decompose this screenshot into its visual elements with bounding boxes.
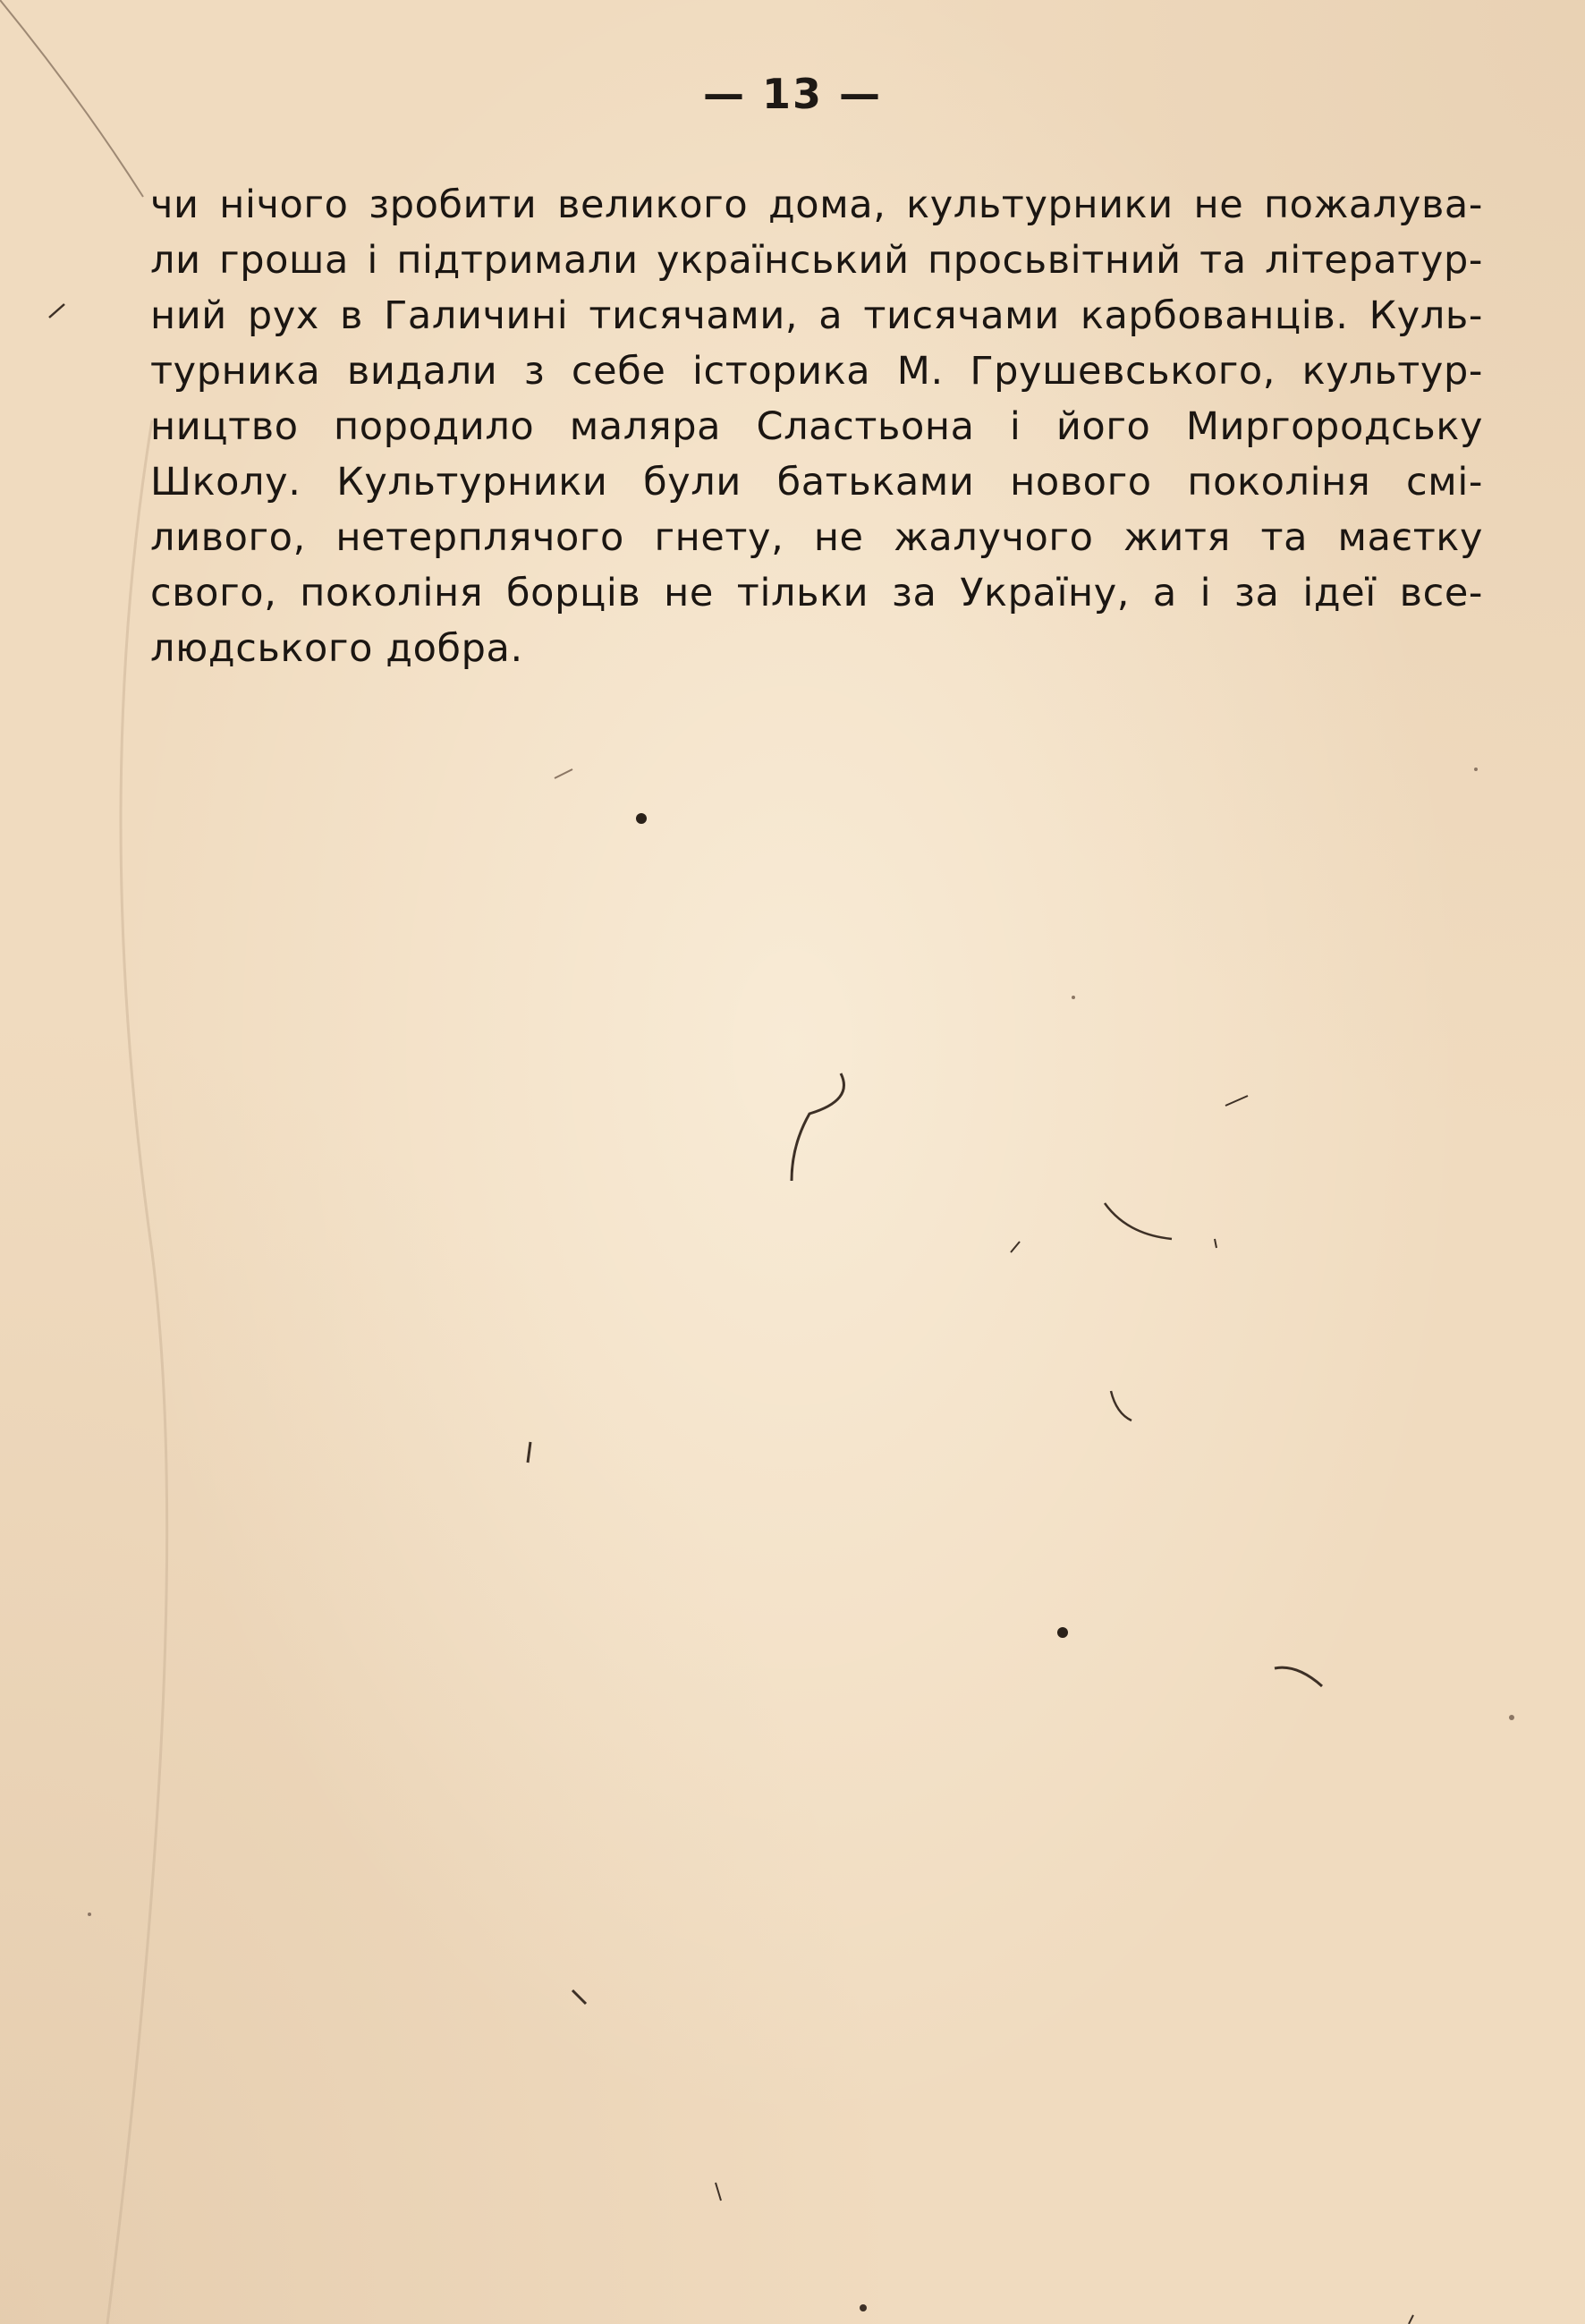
page-curve-crease — [107, 420, 167, 2324]
page-number: — 13 — — [702, 70, 883, 118]
fiber-mark — [1225, 1096, 1248, 1106]
fiber-mark — [1409, 2315, 1413, 2324]
fiber-mark — [572, 1990, 586, 2004]
fiber-mark — [49, 304, 64, 318]
fiber-mark — [1011, 1242, 1020, 1252]
fiber-mark — [1111, 1391, 1132, 1421]
dust-speck — [1072, 996, 1075, 999]
text-line: турника видали з себе історика М. Грушевського, культур- — [150, 349, 1483, 394]
text-line: свого, поколіня борців не тільки за Україну, а і за ідеї все- — [150, 571, 1483, 615]
dust-speck — [1474, 768, 1478, 771]
text-line: Школу. Культурники були батьками нового поколіня смі- — [150, 460, 1483, 505]
dust-speck — [860, 2304, 867, 2311]
fiber-mark — [792, 1073, 843, 1181]
text-line: ли гроша і підтримали український просьвітний та літератур- — [150, 238, 1483, 283]
dust-speck — [1509, 1715, 1514, 1720]
text-line: людського добра. — [150, 626, 523, 671]
fiber-mark — [716, 2183, 721, 2201]
ink-speck — [1057, 1627, 1068, 1638]
text-line: чи нічого зробити великого дома, культурники не пожалува- — [150, 182, 1483, 227]
fiber-mark — [1105, 1203, 1172, 1239]
text-line: ливого, нетерплячого гнету, не жалучого житя та маєтку — [150, 515, 1483, 560]
fiber-mark — [1275, 1667, 1322, 1686]
text-line: ництво породило маляра Сластьона і його Миргородську — [150, 404, 1483, 449]
fiber-mark — [1215, 1239, 1216, 1248]
body-paragraph — [150, 177, 1483, 676]
ink-speck — [636, 813, 647, 824]
fiber-mark — [555, 769, 572, 778]
dust-speck — [88, 1913, 91, 1916]
text-line: ний рух в Галичині тисячами, а тисячами карбованців. Куль- — [150, 293, 1483, 338]
fiber-mark — [528, 1442, 530, 1463]
